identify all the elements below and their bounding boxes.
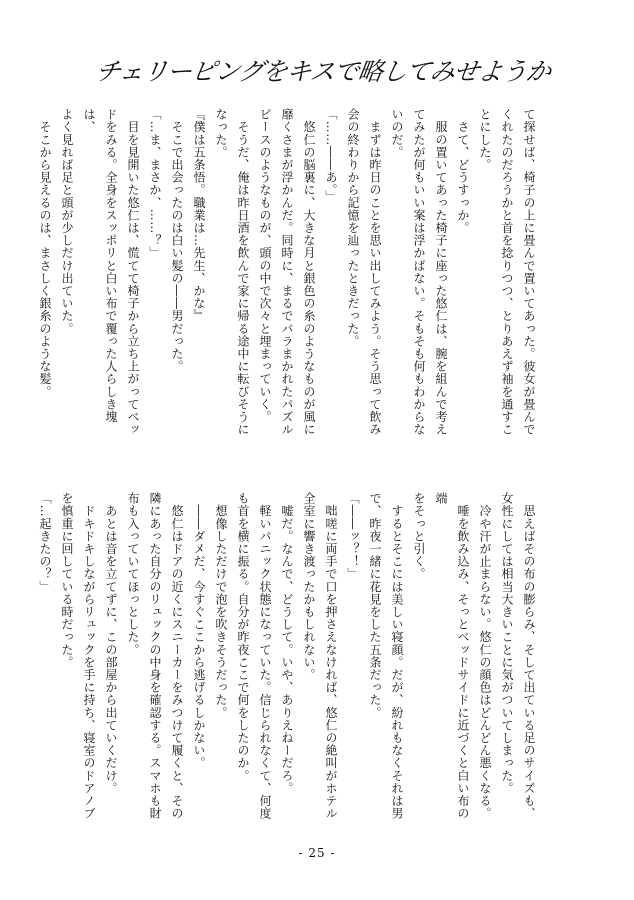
chapter-title: チェリーピングをキスで略してみせようか	[93, 57, 553, 86]
body-text-upper: て探せば、椅子の上に畳んで置いてあった。彼女が畳んで くれたのだろうかと首を捻りつつ、とりあえず袖を通すこ とにした。 さて、どうすっか。 服の置いてあった椅子に座った悠仁は、腕を組んで考え てみたが何もいい案は浮かばない。そもそも何もわからな いのだ。 まずは昨日のことを思い出してみよう。そう思って飲み 会の終わりから記憶を辿ったときだった。 「……――あ。」 悠仁の脳裏に、大きな月と銀色の糸のようなものが風に 靡くさまが浮かんだ。同時に、まるでバラまかれたパズル ピースのようなものが、頭の中で次々と埋まっていく。 そうだ、俺は昨日酒を飲んで家に帰る途中に転びそうに なった。 『僕は五条悟。職業は…先生、かな』 そこで出会ったのは白い髪の――男だった。 「…ま、まさか、……？」 目を見開いた悠仁は、慌てて椅子から立ち上がってベッ ドをみる。全身をスッポリと白い布で覆った人らしき塊は、 よく見れば足と頭が少しだけ出ていた。 そこから見えるのは、まさしく銀糸のような髪。	[38, 108, 536, 436]
page-number: - 25 -	[298, 846, 336, 860]
body-text-lower: 思えばその布の膨らみ、そして出ている足のサイズも、 女性にしては相当大きいことに気がついてしまった。 冷や汗が止まらない。悠仁の顔色はどんどん悪くなる。 唾を飲み込み、そっとベッドサイドに近づくと白い布の端 をそっと引く。 するとそこには美しい寝顔。だが、紛れもなくそれは男 で、昨夜一緒に花見をした五条だった。 「――ッ？！」 咄嗟に両手で口を押さえなければ、悠仁の絶叫がホテル 全室に響き渡ったかもしれない。 嘘だ。なんで、どうして。いや、ありえねーだろ。 軽いパニック状態になっていた。信じられなくて、何度 も首を横に振る。自分が昨夜ここで何をしたのか。 想像しただけで泡を吹きそうだった。 ――ダメだ、今すぐここから逃げるしかない。 悠仁はドアの近くにスニーカーをみつけて履くと、その 隣にあった自分のリュックの中身を確認する。スマホも財 布も入っていてほっとした。 あとは音を立てずに、この部屋から出ていくだけ。 ドキドキしながらリュックを手に持ち、寝室のドアノブ を慎重に回している時だった。 「…起きたの？」	[38, 492, 536, 820]
